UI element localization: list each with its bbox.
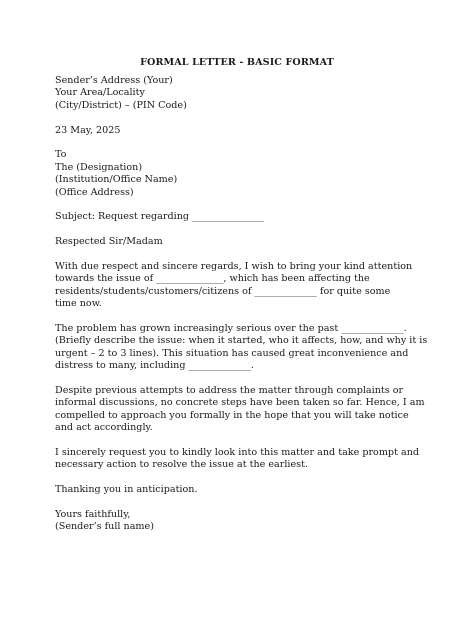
paragraph-line: distress to many, including _____________. <box>55 360 254 372</box>
paragraph-line: time now. <box>55 298 102 310</box>
letter-body <box>55 75 428 534</box>
recipient-line: To <box>55 149 67 161</box>
recipient-line: (Office Address) <box>55 186 134 198</box>
paragraph-line: With due respect and sincere regards, I wish to bring your kind attention <box>55 261 413 273</box>
closing-line: Yours faithfully, <box>55 509 131 521</box>
paragraph-line: and act accordingly. <box>55 422 153 434</box>
paragraph-line: The problem has grown increasingly serious over the past _____________. <box>55 323 407 335</box>
paragraph-line: residents/students/customers/citizens of _____________ for quite some <box>55 285 391 297</box>
paragraph-line: (Briefly describe the issue: when it started, who it affects, how, and why it is <box>55 335 428 347</box>
paragraph-line: towards the issue of ______________, which has been affecting the <box>55 273 370 285</box>
subject-line: Subject: Request regarding _______________ <box>55 211 265 223</box>
sender-line: (City/District) – (PIN Code) <box>55 99 187 111</box>
paragraph-1 <box>55 261 415 311</box>
paragraph-line: informal discussions, no concrete steps have been taken so far. Hence, I am <box>55 397 425 409</box>
sender-line: Your Area/Locality <box>55 87 145 99</box>
paragraph-line: Despite previous attempts to address the matter through complaints or <box>55 385 404 397</box>
paragraph-4 <box>55 447 420 472</box>
paragraph-line: compelled to approach you formally in the hope that you will take notice <box>55 409 409 421</box>
paragraph-line: urgent – 2 to 3 lines). This situation has caused great inconvenience and <box>55 347 409 359</box>
recipient-line: (Institution/Office Name) <box>55 174 178 186</box>
sender-address <box>55 75 415 112</box>
sender-line: Sender’s Address (Your) <box>55 75 173 86</box>
recipient-line: The (Designation) <box>55 161 143 173</box>
paragraph-line: necessary action to resolve the issue at the earliest. <box>55 459 309 471</box>
salutation: Respected Sir/Madam <box>55 236 163 248</box>
letter-title: FORMAL LETTER - BASIC FORMAT <box>140 57 334 68</box>
thanks-line: Thanking you in anticipation. <box>55 484 198 496</box>
recipient-address <box>55 149 415 199</box>
paragraph-3 <box>55 385 425 435</box>
letter-date: 23 May, 2025 <box>55 124 121 136</box>
closing-block <box>55 509 415 534</box>
paragraph-2 <box>55 323 428 373</box>
signature-line: (Sender’s full name) <box>55 521 154 533</box>
paragraph-line: I sincerely request you to kindly look into this matter and take prompt and <box>55 447 420 459</box>
